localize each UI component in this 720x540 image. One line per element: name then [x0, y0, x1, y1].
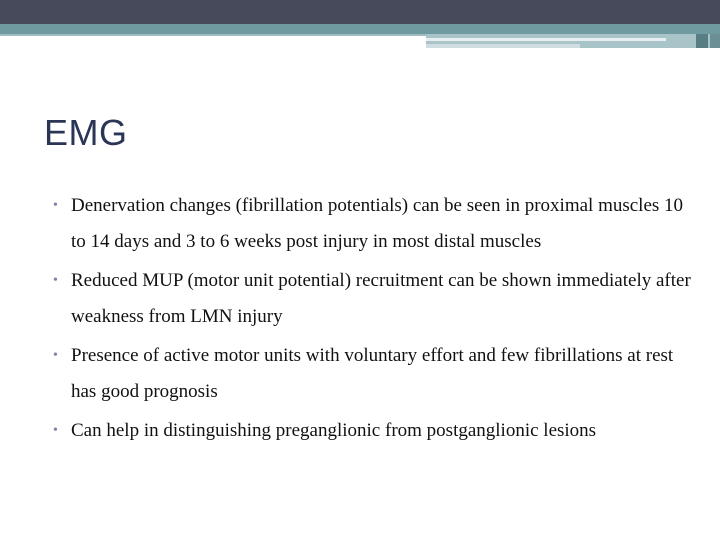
bullet-item — [52, 338, 692, 410]
bullet-dot-icon: • — [53, 348, 58, 363]
header-band-teal — [0, 24, 720, 34]
header-band-dark — [0, 0, 720, 24]
bullet-text: Denervation changes (fibrillation potentials) can be seen in proximal muscles 10 to 14 days and 3 to 6 weeks post injury in most distal muscles — [71, 195, 684, 252]
bullet-dot-icon: • — [53, 198, 58, 213]
header-thin-line — [0, 34, 426, 36]
bullet-text: Can help in distinguishing preganglionic from postganglionic lesions — [71, 420, 597, 441]
bullet-list — [52, 188, 692, 452]
bullet-dot-icon: • — [53, 423, 58, 438]
slide-title: EMG — [44, 112, 128, 153]
header-accent-highlight — [426, 38, 666, 41]
header-accent-stripe-2 — [710, 34, 720, 48]
bullet-item — [52, 263, 692, 335]
bullet-item — [52, 188, 692, 260]
header-accent-stripe — [696, 34, 708, 48]
header-accent-lower — [426, 44, 580, 48]
bullet-text: Reduced MUP (motor unit potential) recruitment can be shown immediately after weakness from LMN injury — [71, 270, 691, 327]
bullet-item — [52, 413, 692, 449]
bullet-dot-icon: • — [53, 273, 58, 288]
bullet-text: Presence of active motor units with voluntary effort and few fibrillations at rest has good prognosis — [71, 345, 674, 402]
